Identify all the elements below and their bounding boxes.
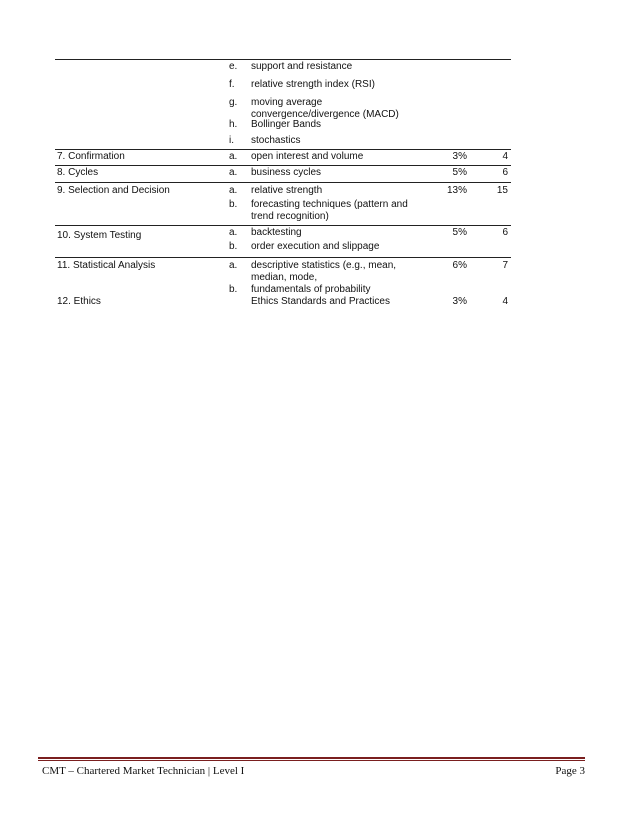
item-letter: b. <box>229 284 238 295</box>
list-item <box>229 97 429 119</box>
item-text: forecasting techniques (pattern and trend recognition) <box>251 199 408 222</box>
item-letter: f. <box>229 79 235 90</box>
row-items <box>229 260 429 296</box>
item-text: Ethics Standards and Practices <box>251 296 390 307</box>
item-letter: a. <box>229 260 238 271</box>
question-count: 4 <box>502 151 508 162</box>
item-letter: b. <box>229 199 238 210</box>
question-count: 7 <box>502 260 508 271</box>
row-items <box>229 296 429 308</box>
list-item <box>229 135 429 149</box>
table-row <box>55 225 511 257</box>
question-count: 4 <box>502 296 508 307</box>
item-text: stochastics <box>251 135 301 146</box>
item-text: relative strength <box>251 185 323 196</box>
item-text: business cycles <box>251 167 322 178</box>
list-item <box>229 79 429 97</box>
topic-label: 11. Statistical Analysis <box>57 260 156 271</box>
item-letter: h. <box>229 119 238 130</box>
continuation-items <box>229 61 429 149</box>
item-text: Bollinger Bands <box>251 119 322 130</box>
item-text: order execution and slippage <box>251 241 380 252</box>
continuation-row <box>55 59 511 149</box>
table-row <box>55 257 511 295</box>
list-item <box>229 199 411 223</box>
item-letter: a. <box>229 151 238 162</box>
topic-label: 12. Ethics <box>57 296 101 307</box>
list-item <box>229 151 429 163</box>
weight-percent: 3% <box>452 151 467 162</box>
row-items <box>229 151 429 163</box>
table-row <box>55 182 511 225</box>
item-text: support and resistance <box>251 61 353 72</box>
table-row <box>55 165 511 182</box>
item-text: backtesting <box>251 227 302 238</box>
weight-percent: 5% <box>452 227 467 238</box>
table-row <box>55 149 511 165</box>
item-letter: a. <box>229 227 238 238</box>
list-item <box>229 185 429 199</box>
topic-label: 9. Selection and Decision <box>57 185 170 196</box>
footer-page-number: Page 3 <box>555 765 585 777</box>
item-text: descriptive statistics (e.g., mean, median, mode, <box>251 260 397 283</box>
weight-percent: 5% <box>452 167 467 178</box>
item-text: moving average convergence/divergence (MACD) <box>251 97 399 120</box>
list-item <box>229 167 429 179</box>
row-items <box>229 227 429 253</box>
topic-label: 10. System Testing <box>57 230 142 241</box>
item-letter: a. <box>229 185 238 196</box>
topic-label: 8. Cycles <box>57 167 99 178</box>
list-item <box>229 260 429 284</box>
list-item <box>229 119 429 135</box>
list-item <box>229 227 429 241</box>
item-text: open interest and volume <box>251 151 364 162</box>
weight-percent: 3% <box>452 296 467 307</box>
footer-document-title: CMT – Chartered Market Technician | Level I <box>42 765 245 777</box>
item-text: relative strength index (RSI) <box>251 79 375 90</box>
item-letter: b. <box>229 241 238 252</box>
row-items <box>229 185 429 223</box>
item-letter: a. <box>229 167 238 178</box>
syllabus-table <box>55 59 511 311</box>
footer-rule-thin <box>38 760 585 761</box>
table-row <box>55 295 511 311</box>
item-text: fundamentals of probability <box>251 284 371 295</box>
item-letter: g. <box>229 97 238 108</box>
weight-percent: 6% <box>452 260 467 271</box>
question-count: 6 <box>502 167 508 178</box>
weight-percent: 13% <box>446 185 467 196</box>
item-letter: e. <box>229 61 238 72</box>
topic-label: 7. Confirmation <box>57 151 125 162</box>
row-items <box>229 167 429 179</box>
footer-rule <box>38 757 585 759</box>
question-count: 6 <box>502 227 508 238</box>
list-item <box>229 296 429 308</box>
question-count: 15 <box>496 185 508 196</box>
item-letter: i. <box>229 135 234 146</box>
list-item <box>229 241 429 253</box>
list-item <box>229 61 429 79</box>
